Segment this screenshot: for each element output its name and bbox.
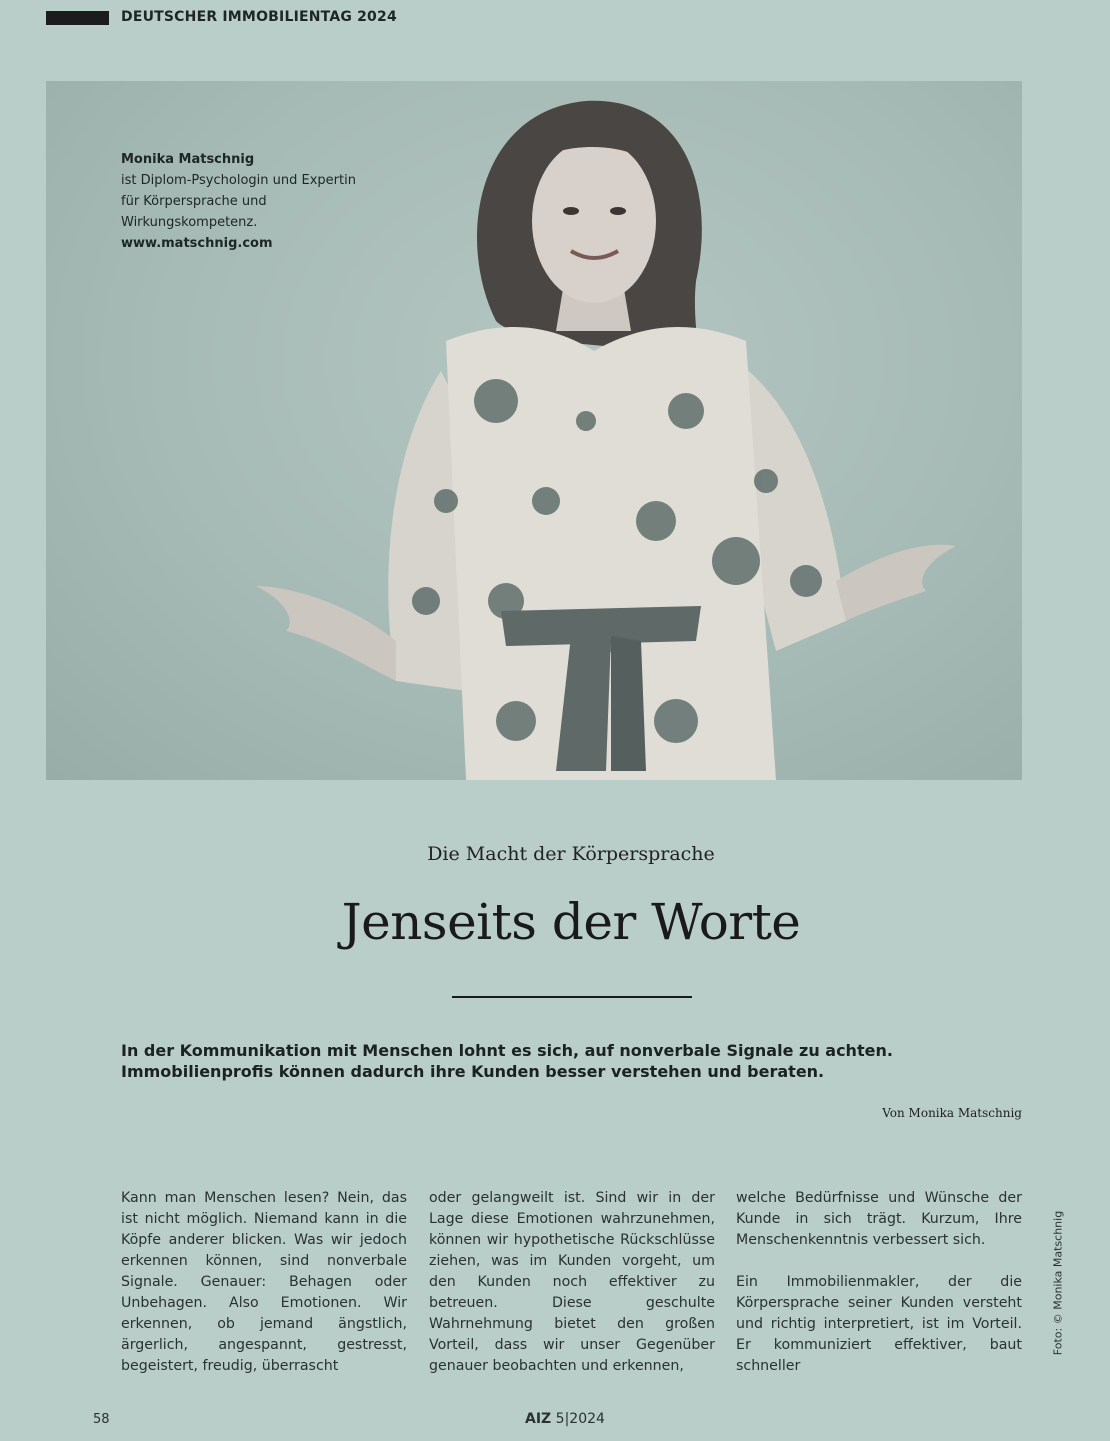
paragraph: oder gelangweilt ist. Sind wir in der Lage diese Emotionen wahrzunehmen, können wir hypothetische Rückschlüsse ziehen, was im Kunden vorgeht, um den Kunden noch effektiver zu betreuen. Diese geschulte Wahrnehmung bietet den großen Vorteil, dass wir unser Gegenüber genauer beobachten und erkennen, bbox=[429, 1190, 715, 1374]
photo-credit: Foto: © Monika Matschnig bbox=[1051, 1210, 1065, 1356]
paragraph: Ein Immobilienmakler, der die Körpersprache seiner Kunden versteht und richtig interpretiert, ist im Vorteil. Er kommuniziert effektiver, baut schneller bbox=[736, 1274, 1022, 1374]
article-column-3 bbox=[736, 1188, 1022, 1377]
page-number: 58 bbox=[93, 1412, 110, 1427]
article-lead: In der Kommunikation mit Menschen lohnt es sich, auf nonverbale Signale zu achten. Immobilienprofis können dadurch ihre Kunden besser verstehen und beraten. bbox=[121, 1041, 893, 1081]
footer-issue bbox=[525, 1411, 605, 1427]
footer-issue-number: 5|2024 bbox=[555, 1411, 605, 1427]
headline-divider bbox=[452, 996, 692, 998]
article-column-2 bbox=[429, 1188, 715, 1377]
paragraph: welche Bedürfnisse und Wünsche der Kunde in sich trägt. Kurzum, Ihre Menschenkenntnis verbessert sich. bbox=[736, 1190, 1022, 1248]
photo-caption bbox=[121, 149, 361, 254]
article-kicker: Die Macht der Körpersprache bbox=[427, 843, 715, 865]
caption-description: ist Diplom-Psychologin und Expertin für Körpersprache und Wirkungskompetenz. bbox=[121, 173, 356, 230]
caption-name: Monika Matschnig bbox=[121, 152, 255, 167]
article-byline: Von Monika Matschnig bbox=[882, 1106, 1022, 1120]
section-title: DEUTSCHER IMMOBILIENTAG 2024 bbox=[121, 9, 397, 25]
paragraph: Kann man Menschen lesen? Nein, das ist nicht möglich. Niemand kann in die Köpfe anderer blicken. Was wir jedoch erkennen können, sind nonverbale Signale. Genauer: Behagen oder Unbehagen. Also Emotionen. Wir erkennen, ob jemand ängstlich, ärgerlich, angespannt, gestresst, begeistert, freudig, überrascht bbox=[121, 1190, 407, 1374]
article-column-1 bbox=[121, 1188, 407, 1377]
article-headline: Jenseits der Worte bbox=[341, 893, 801, 951]
footer-brand: AIZ bbox=[525, 1411, 552, 1427]
caption-url[interactable]: www.matschnig.com bbox=[121, 236, 273, 251]
header-bar bbox=[46, 11, 109, 25]
